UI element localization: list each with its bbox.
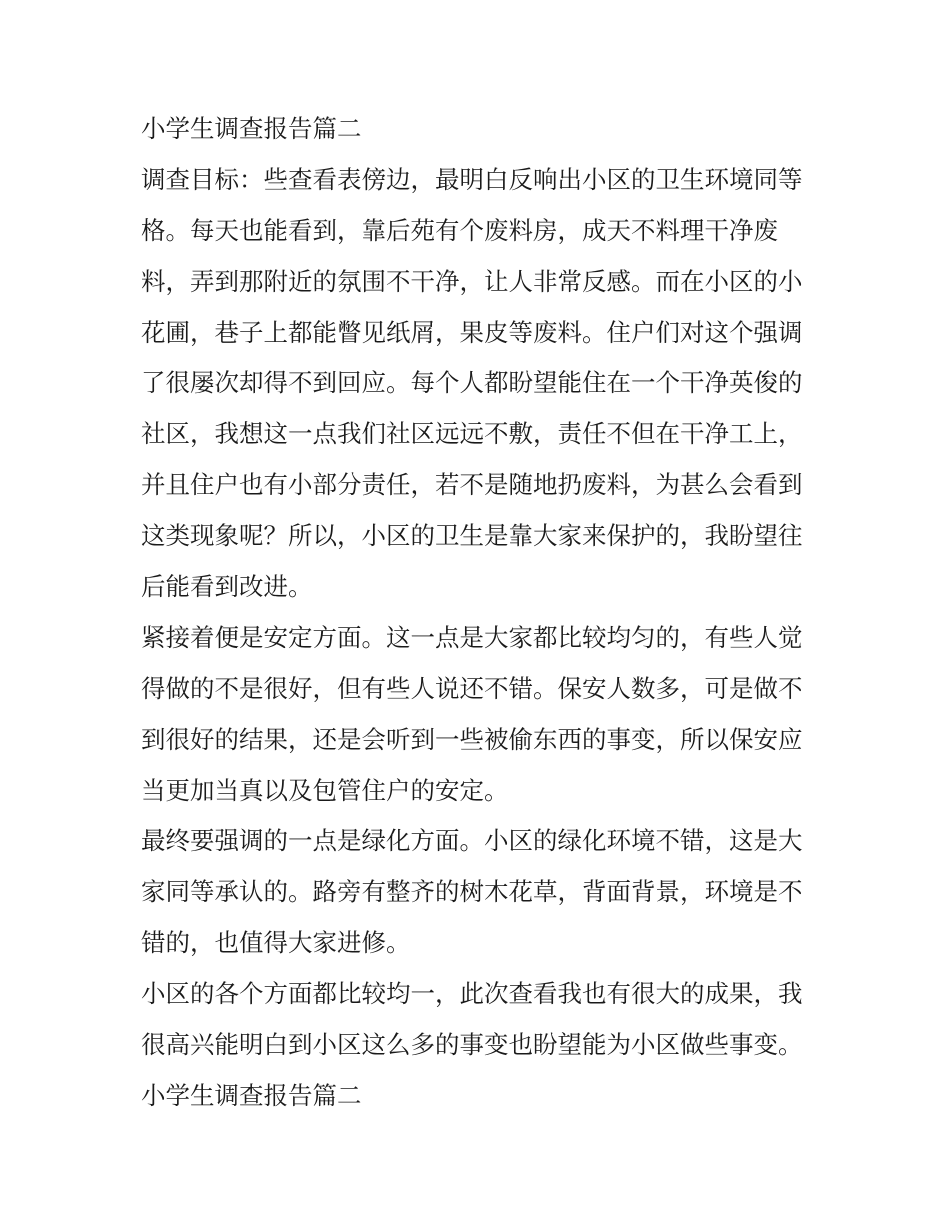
paragraph-line: 花圃，巷子上都能瞥见纸屑，果皮等废料。住户们对这个强调: [141, 317, 803, 347]
document-body: [141, 104, 821, 1122]
paragraph-line: 错的，也值得大家进修。: [141, 928, 411, 958]
paragraph-line: 最终要强调的一点是绿化方面。小区的绿化环境不错，这是大: [141, 826, 803, 856]
paragraph-line: 了很屡次却得不到回应。每个人都盼望能住在一个干净英俊的: [141, 368, 803, 398]
paragraph-line: 小区的各个方面都比较均一，此次查看我也有很大的成果，我: [141, 979, 803, 1009]
paragraph-line: 当更加当真以及包管住户的安定。: [141, 775, 509, 805]
paragraph-line: 格。每天也能看到，靠后苑有个废料房，成天不料理干净废: [141, 215, 778, 245]
paragraph-line: 家同等承认的。路旁有整齐的树木花草，背面背景，环境是不: [141, 877, 803, 907]
paragraph-line: 后能看到改进。: [141, 572, 313, 602]
paragraph-line: 并且住户也有小部分责任，若不是随地扔废料，为甚么会看到: [141, 470, 803, 500]
section-heading: 小学生调查报告篇二: [141, 114, 362, 143]
paragraph-line: 得做的不是很好，但有些人说还不错。保安人数多，可是做不: [141, 673, 803, 703]
paragraph-line: 这类现象呢？所以，小区的卫生是靠大家来保护的，我盼望往: [141, 521, 803, 551]
paragraph-line: 社区，我想这一点我们社区远远不敷，责任不但在干净工上，: [141, 419, 803, 449]
paragraph-line: 紧接着便是安定方面。这一点是大家都比较均匀的，有些人觉: [141, 622, 803, 652]
paragraph-line: 料，弄到那附近的氛围不干净，让人非常反感。而在小区的小: [141, 266, 803, 296]
section-heading: 小学生调查报告篇二: [141, 1080, 362, 1110]
paragraph-line: 很高兴能明白到小区这么多的事变也盼望能为小区做些事变。: [141, 1030, 803, 1060]
paragraph-line: 调查目标：些查看表傍边，最明白反响出小区的卫生环境同等: [141, 164, 803, 194]
paragraph-line: 到很好的结果，还是会听到一些被偷东西的事变，所以保安应: [141, 724, 803, 754]
